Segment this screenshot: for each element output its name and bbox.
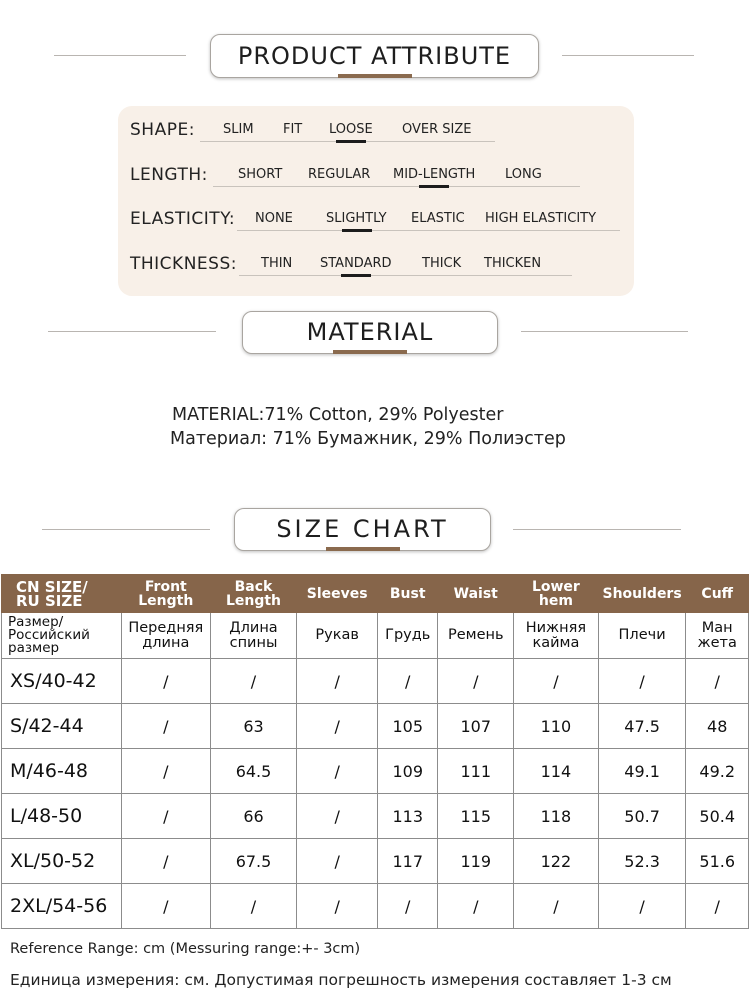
measurement-cell: 110 <box>514 704 599 749</box>
measurement-cell: 115 <box>438 794 514 839</box>
title-underline-bar <box>326 547 400 551</box>
reference-range-english: Reference Range: cm (Messuring range:+- 3cm) <box>10 941 361 957</box>
column-header-ru: Нижняя кайма <box>514 613 599 659</box>
attribute-option: NONE <box>255 211 293 226</box>
measurement-cell: / <box>121 704 210 749</box>
column-header: Bust <box>377 575 437 613</box>
measurement-cell: 64.5 <box>210 749 297 794</box>
measurement-cell: / <box>121 839 210 884</box>
measurement-cell: / <box>297 794 378 839</box>
column-header-ru: Ремень <box>438 613 514 659</box>
attribute-option: SLIGHTLY <box>326 211 387 226</box>
size-label-cell: L/48-50 <box>2 794 122 839</box>
measurement-cell: / <box>377 884 437 929</box>
attribute-option: ELASTIC <box>411 211 465 226</box>
table-row <box>2 794 749 839</box>
measurement-cell: 66 <box>210 794 297 839</box>
table-row <box>2 704 749 749</box>
attribute-label: SHAPE: <box>130 120 195 140</box>
measurement-cell: 47.5 <box>598 704 686 749</box>
measurement-cell: 67.5 <box>210 839 297 884</box>
attribute-option: OVER SIZE <box>402 122 472 137</box>
column-header: Shoulders <box>598 575 686 613</box>
material-title: MATERIAL <box>306 318 434 346</box>
column-header: CN SIZE/ RU SIZE <box>2 575 122 613</box>
column-header-ru: Грудь <box>377 613 437 659</box>
attribute-option: REGULAR <box>308 167 371 182</box>
attribute-option: THICK <box>422 256 462 271</box>
attribute-label: ELASTICITY: <box>130 209 236 229</box>
attribute-option: SLIM <box>223 122 254 137</box>
table-row <box>2 659 749 704</box>
column-header: Back Length <box>210 575 297 613</box>
title-underline-bar <box>333 350 407 354</box>
measurement-cell: 50.4 <box>686 794 749 839</box>
measurement-cell: / <box>297 884 378 929</box>
measurement-cell: / <box>598 659 686 704</box>
column-header: Cuff <box>686 575 749 613</box>
measurement-cell: / <box>438 659 514 704</box>
size-chart-title-box <box>234 508 491 551</box>
measurement-cell: 114 <box>514 749 599 794</box>
measurement-cell: 113 <box>377 794 437 839</box>
measurement-cell: / <box>514 659 599 704</box>
column-header-ru: Плечи <box>598 613 686 659</box>
product-attribute-title-box <box>210 34 539 78</box>
attribute-row-line <box>239 275 572 276</box>
measurement-cell: 105 <box>377 704 437 749</box>
measurement-cell: / <box>686 659 749 704</box>
measurement-cell: 52.3 <box>598 839 686 884</box>
column-header-ru: Рукав <box>297 613 378 659</box>
column-header: Lower hem <box>514 575 599 613</box>
size-label-cell: 2XL/54-56 <box>2 884 122 929</box>
measurement-cell: 107 <box>438 704 514 749</box>
measurement-cell: 49.1 <box>598 749 686 794</box>
divider-right <box>562 55 694 56</box>
size-label-cell: XL/50-52 <box>2 839 122 884</box>
size-label-cell: XS/40-42 <box>2 659 122 704</box>
measurement-cell: 50.7 <box>598 794 686 839</box>
column-header: Waist <box>438 575 514 613</box>
attribute-row-line <box>213 186 580 187</box>
measurement-cell: / <box>210 884 297 929</box>
material-russian: Материал: 71% Бумажник, 29% Полиэстер <box>170 429 566 449</box>
measurement-cell: 48 <box>686 704 749 749</box>
measurement-cell: / <box>121 659 210 704</box>
table-row <box>2 884 749 929</box>
size-label-cell: M/46-48 <box>2 749 122 794</box>
measurement-cell: / <box>514 884 599 929</box>
size-table <box>1 574 749 929</box>
measurement-cell: 122 <box>514 839 599 884</box>
attribute-option: MID-LENGTH <box>393 167 476 182</box>
measurement-cell: / <box>686 884 749 929</box>
measurement-cell: 49.2 <box>686 749 749 794</box>
measurement-cell: / <box>121 749 210 794</box>
measurement-cell: 119 <box>438 839 514 884</box>
divider-right <box>513 529 681 530</box>
measurement-cell: / <box>438 884 514 929</box>
attribute-label: LENGTH: <box>130 165 208 185</box>
column-header: Front Length <box>121 575 210 613</box>
attribute-option: THIN <box>261 256 293 271</box>
product-attribute-title: PRODUCT ATTRIBUTE <box>237 42 512 70</box>
measurement-cell: / <box>297 704 378 749</box>
measurement-cell: 118 <box>514 794 599 839</box>
measurement-cell: / <box>598 884 686 929</box>
divider-left <box>48 331 216 332</box>
attribute-label: THICKNESS: <box>130 254 237 274</box>
column-header-ru: Передняя длина <box>121 613 210 659</box>
table-header-row <box>2 575 749 613</box>
size-chart-title: SIZE CHART <box>276 515 449 543</box>
attribute-option: HIGH ELASTICITY <box>485 211 597 226</box>
title-underline-bar <box>338 74 412 78</box>
measurement-cell: / <box>377 659 437 704</box>
measurement-cell: / <box>297 659 378 704</box>
reference-range-russian: Единица измерения: см. Допустимая погрешность измерения составляет 1-3 см <box>10 971 672 989</box>
selected-option-mark <box>419 185 449 188</box>
material-title-box <box>242 311 498 354</box>
column-header-ru: Размер/ Российский размер <box>2 613 122 659</box>
selected-option-mark <box>341 274 371 277</box>
size-label-cell: S/42-44 <box>2 704 122 749</box>
material-english: MATERIAL:71% Cotton, 29% Polyester <box>172 405 504 425</box>
measurement-cell: / <box>121 794 210 839</box>
attribute-option: STANDARD <box>320 256 392 271</box>
measurement-cell: 117 <box>377 839 437 884</box>
attribute-option: SHORT <box>238 167 283 182</box>
table-row <box>2 749 749 794</box>
measurement-cell: 109 <box>377 749 437 794</box>
attribute-option: FIT <box>283 122 303 137</box>
attribute-option: THICKEN <box>484 256 542 271</box>
measurement-cell: 111 <box>438 749 514 794</box>
divider-left <box>42 529 210 530</box>
measurement-cell: / <box>121 884 210 929</box>
column-header-ru: Ман жета <box>686 613 749 659</box>
measurement-cell: / <box>297 839 378 884</box>
selected-option-mark <box>342 229 372 232</box>
selected-option-mark <box>336 140 366 143</box>
column-header: Sleeves <box>297 575 378 613</box>
measurement-cell: 63 <box>210 704 297 749</box>
measurement-cell: / <box>297 749 378 794</box>
divider-right <box>521 331 688 332</box>
measurement-cell: 51.6 <box>686 839 749 884</box>
attribute-option: LOOSE <box>329 122 373 137</box>
table-header-ru-row <box>2 613 749 659</box>
measurement-cell: / <box>210 659 297 704</box>
attribute-option: LONG <box>505 167 542 182</box>
table-row <box>2 839 749 884</box>
column-header-ru: Длина спины <box>210 613 297 659</box>
attribute-row-line <box>237 230 620 231</box>
divider-left <box>54 55 186 56</box>
